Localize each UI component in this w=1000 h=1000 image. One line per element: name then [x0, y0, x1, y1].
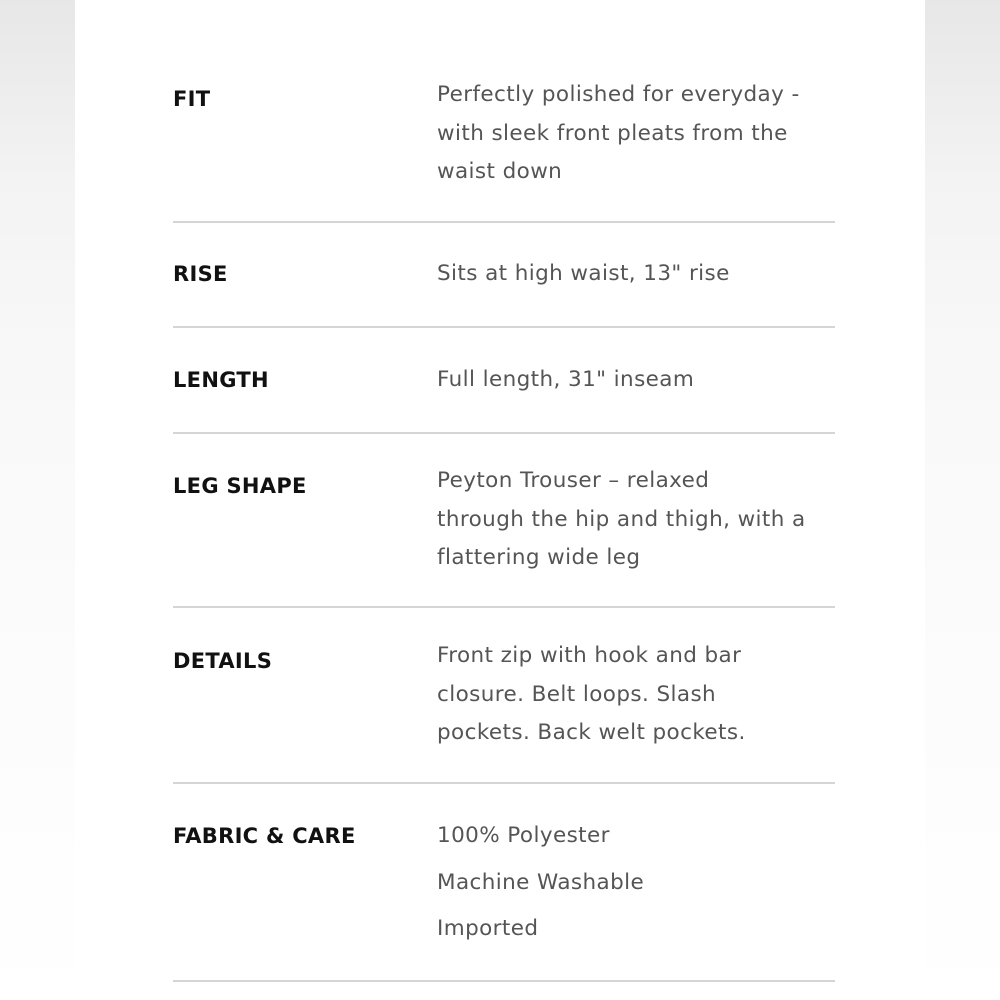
right-backdrop [925, 0, 1000, 1000]
value-line: Sits at high waist, 13" rise [437, 261, 730, 286]
spec-value-details [437, 637, 837, 753]
value-line: Full length, 31" inseam [437, 367, 695, 392]
value-line: Perfectly polished for everyday - [437, 82, 800, 107]
spec-label-leg-shape: LEG SHAPE [173, 474, 307, 498]
spec-label-length: LENGTH [173, 368, 269, 392]
spec-label-rise: RISE [173, 262, 228, 286]
value-line: Machine Washable [437, 869, 645, 895]
left-backdrop [0, 0, 75, 1000]
spec-value-length [437, 361, 837, 400]
value-line: waist down [437, 159, 563, 184]
spec-value-fit [437, 76, 837, 192]
spec-value-fabric-care [437, 813, 837, 953]
value-line: through the hip and thigh, with a [437, 506, 806, 532]
spec-row-length [173, 328, 835, 434]
value-line: with sleek front pleats from the [437, 120, 788, 146]
spec-label-fabric-care: FABRIC & CARE [173, 824, 356, 848]
spec-value-rise [437, 255, 837, 294]
spec-row-leg-shape [173, 434, 835, 608]
value-line: closure. Belt loops. Slash [437, 681, 717, 707]
value-line: Peyton Trouser – relaxed [437, 468, 710, 493]
value-line: flattering wide leg [437, 545, 641, 570]
spec-row-fit [173, 0, 835, 223]
spec-row-fabric-care [173, 784, 835, 982]
value-line: Front zip with hook and bar [437, 643, 742, 668]
spec-row-rise [173, 223, 835, 328]
value-line: pockets. Back welt pockets. [437, 720, 746, 745]
spec-value-leg-shape [437, 462, 837, 578]
spec-label-fit: FIT [173, 87, 211, 111]
value-line: Imported [437, 916, 539, 941]
spec-label-details: DETAILS [173, 649, 273, 673]
spec-row-details [173, 608, 835, 784]
value-line: 100% Polyester [437, 823, 610, 848]
